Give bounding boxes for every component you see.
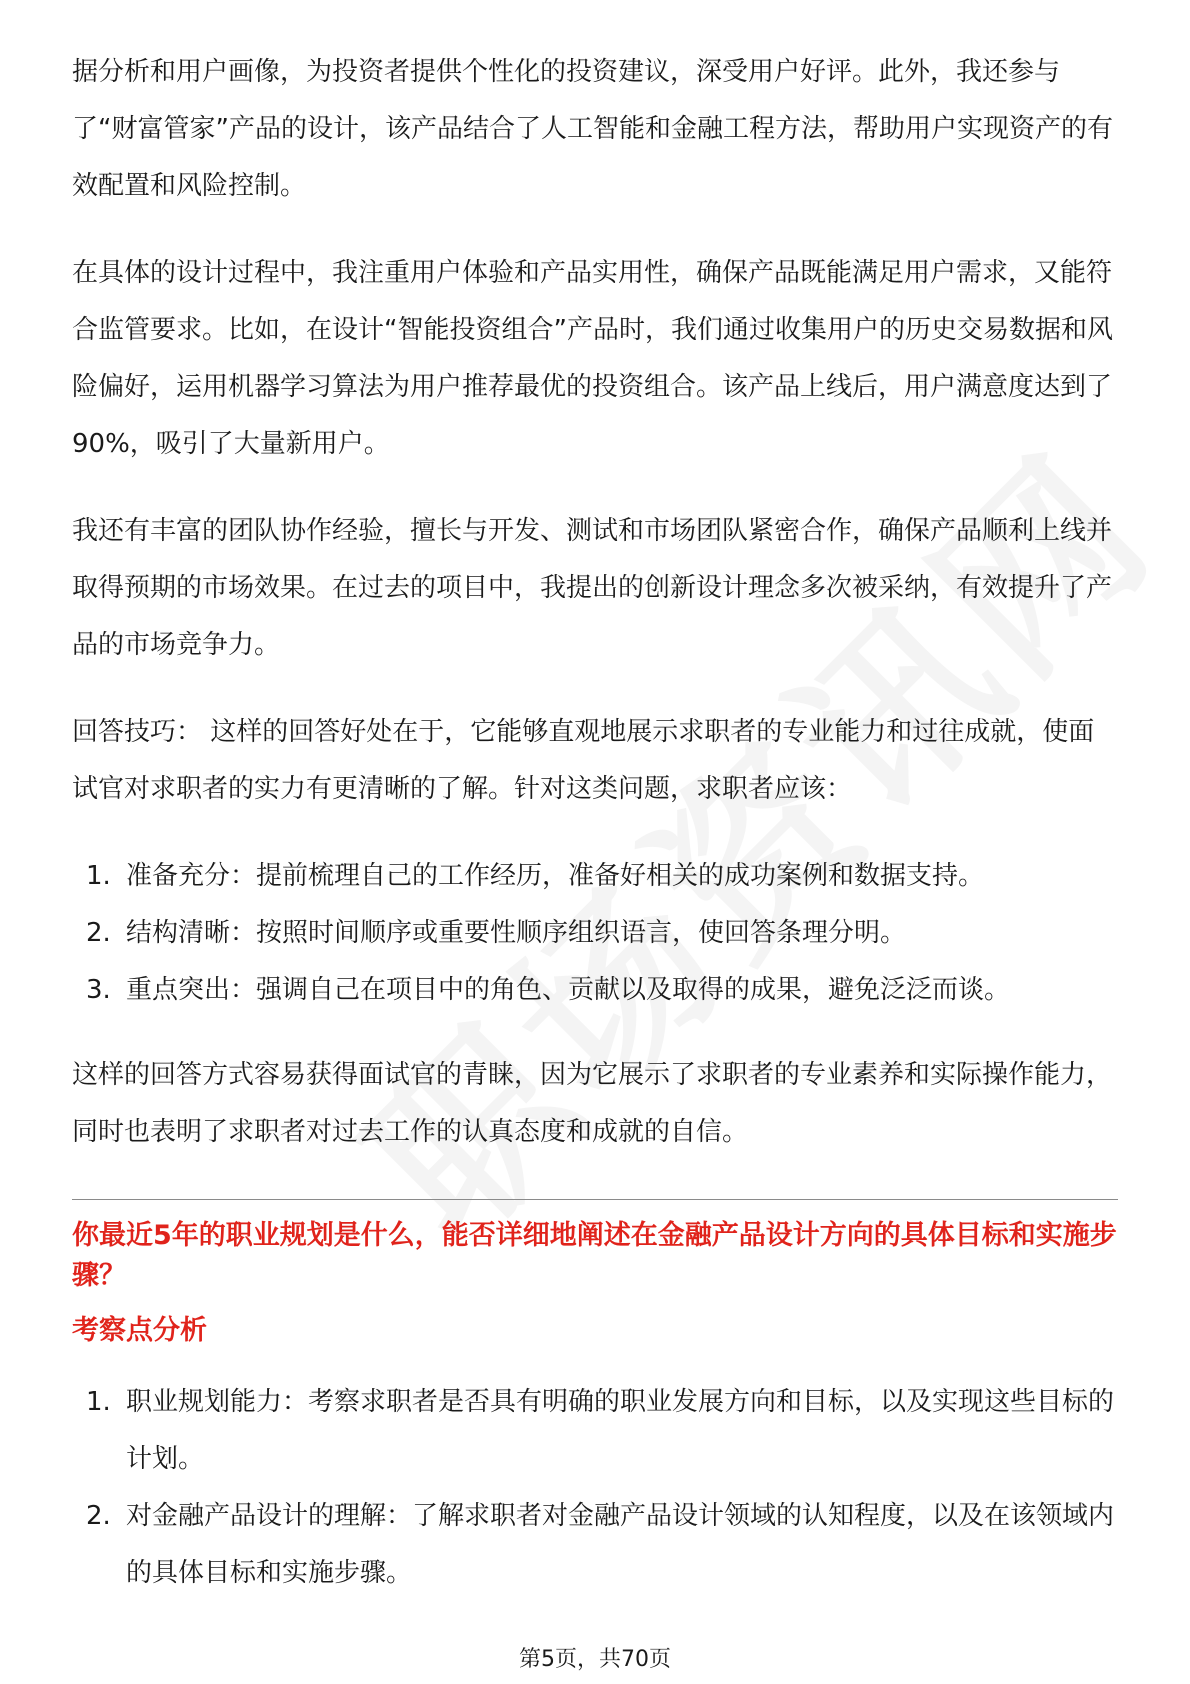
answer-tips-paragraph: 回答技巧： 这样的回答好处在于，它能够直观地展示求职者的专业能力和过往成就，使面试官对求职者的实力有更清晰的了解。针对这类问题，求职者应该： xyxy=(72,717,1095,804)
list-item-text: 重点突出：强调自己在项目中的角色、贡献以及取得的成果，避免泛泛而谈。 xyxy=(126,975,1011,1005)
list-number: 3. xyxy=(86,975,111,1005)
page-footer: 第5页，共70页 xyxy=(519,1647,671,1672)
list-number: 1. xyxy=(86,861,111,891)
paragraph: 据分析和用户画像，为投资者提供个性化的投资建议，深受用户好评。此外，我还参与了“财富管家”产品的设计，该产品结合了人工智能和金融工程方法，帮助用户实现资产的有效配置和风险控制。 xyxy=(72,57,1113,201)
list-item-text: 对金融产品设计的理解：了解求职者对金融产品设计领域的认知程度，以及在该领域内的具体目标和实施步骤。 xyxy=(126,1501,1115,1588)
question-heading: 你最近5年的职业规划是什么，能否详细地阐述在金融产品设计方向的具体目标和实施步骤？ xyxy=(72,1220,1117,1291)
list-number: 2. xyxy=(86,918,111,948)
list-item-text: 结构清晰：按照时间顺序或重要性顺序组织语言，使回答条理分明。 xyxy=(126,918,907,948)
list-number: 1. xyxy=(86,1387,111,1417)
analysis-heading: 考察点分析 xyxy=(72,1315,207,1346)
list-item xyxy=(72,848,1118,905)
paragraph: 在具体的设计过程中，我注重用户体验和产品实用性，确保产品既能满足用户需求，又能符合监管要求。比如，在设计“智能投资组合”产品时，我们通过收集用户的历史交易数据和风险偏好，运用机器学习算法为用户推荐最优的投资组合。该产品上线后，用户满意度达到了90%，吸引了大量新用户。 xyxy=(72,258,1113,459)
closing-paragraph: 这样的回答方式容易获得面试官的青睐，因为它展示了求职者的专业素养和实际操作能力，同时也表明了求职者对过去工作的认真态度和成就的自信。 xyxy=(72,1060,1113,1147)
tips-list xyxy=(72,848,1118,1019)
analysis-list xyxy=(72,1374,1118,1602)
list-item xyxy=(72,1488,1118,1602)
list-number: 2. xyxy=(86,1501,111,1531)
list-item-text: 准备充分：提前梳理自己的工作经历，准备好相关的成功案例和数据支持。 xyxy=(126,861,985,891)
document-body xyxy=(72,44,1118,1630)
list-item xyxy=(72,905,1118,962)
paragraph: 我还有丰富的团队协作经验，擅长与开发、测试和市场团队紧密合作，确保产品顺利上线并取得预期的市场效果。在过去的项目中，我提出的创新设计理念多次被采纳，有效提升了产品的市场竞争力。 xyxy=(72,516,1113,660)
list-item-text: 职业规划能力：考察求职者是否具有明确的职业发展方向和目标，以及实现这些目标的计划。 xyxy=(126,1387,1115,1474)
list-item xyxy=(72,962,1118,1019)
section-divider xyxy=(72,1199,1118,1200)
list-item xyxy=(72,1374,1118,1488)
